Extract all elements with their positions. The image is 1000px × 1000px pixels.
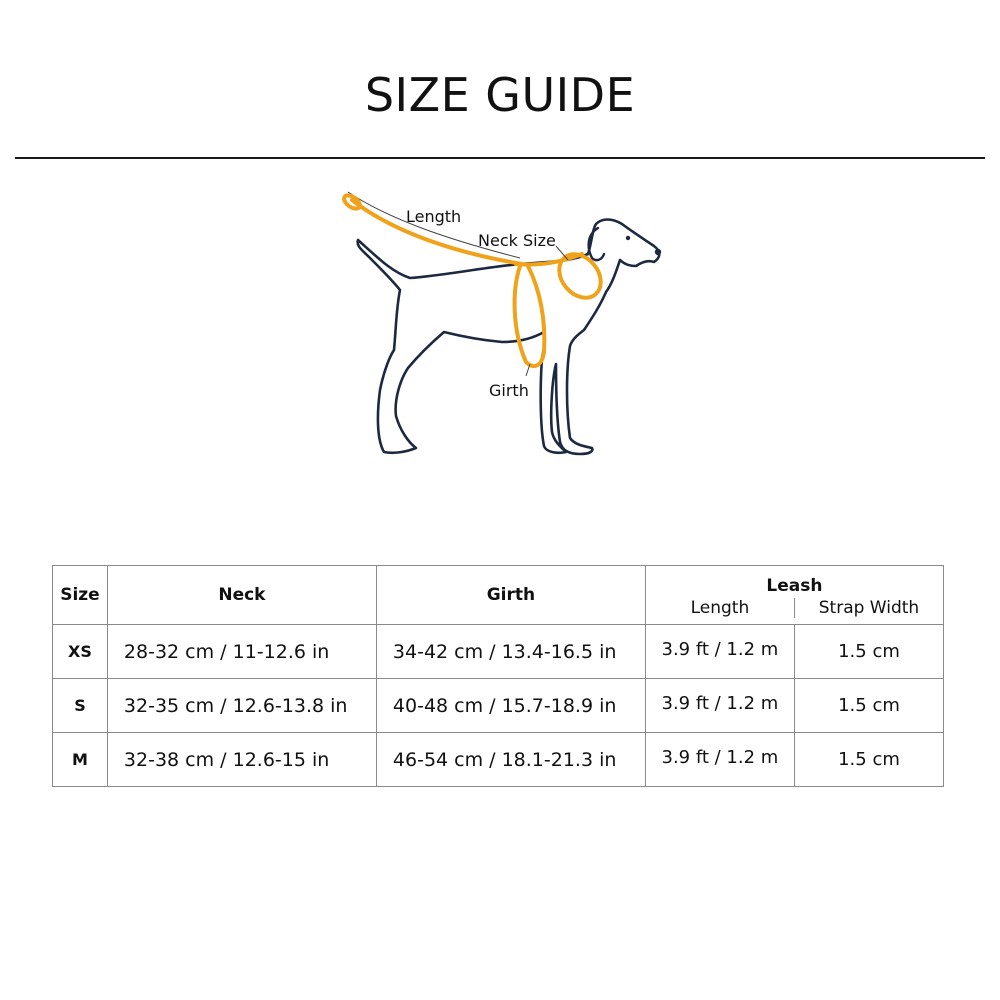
- header-girth: Girth: [376, 566, 645, 625]
- dog-measurement-diagram: [330, 180, 670, 470]
- header-leash-length: Length: [646, 598, 795, 618]
- cell-leash: [645, 625, 943, 679]
- table-row: [53, 733, 944, 787]
- header-leash: [645, 566, 943, 625]
- cell-neck: 32-35 cm / 12.6-13.8 in: [107, 679, 376, 733]
- cell-girth: 46-54 cm / 18.1-21.3 in: [376, 733, 645, 787]
- cell-leash-strap: 1.5 cm: [838, 641, 900, 662]
- cell-leash-length: 3.9 ft / 1.2 m: [646, 679, 795, 732]
- header-neck: Neck: [107, 566, 376, 625]
- girth-loop: [515, 266, 545, 366]
- header-size: Size: [53, 566, 108, 625]
- cell-leash: [645, 679, 943, 733]
- cell-girth: 34-42 cm / 13.4-16.5 in: [376, 625, 645, 679]
- cell-leash-length: 3.9 ft / 1.2 m: [646, 733, 795, 786]
- table-header-row: [53, 566, 944, 625]
- length-label: Length: [406, 207, 462, 226]
- page-title: SIZE GUIDE: [364, 68, 636, 122]
- cell-size: S: [53, 679, 108, 733]
- header-leash-strap-width: Strap Width: [818, 598, 920, 618]
- cell-leash-length: 3.9 ft / 1.2 m: [646, 625, 795, 678]
- cell-neck: 28-32 cm / 11-12.6 in: [107, 625, 376, 679]
- cell-leash-strap: 1.5 cm: [838, 695, 900, 716]
- neck-loop: [551, 246, 609, 306]
- neck-size-label: Neck Size: [478, 231, 556, 250]
- title-divider: [15, 157, 985, 159]
- size-table: [52, 565, 944, 787]
- dog-nose: [655, 249, 661, 255]
- cell-neck: 32-38 cm / 12.6-15 in: [107, 733, 376, 787]
- table-row: [53, 679, 944, 733]
- cell-size: M: [53, 733, 108, 787]
- girth-label: Girth: [489, 381, 529, 400]
- cell-girth: 40-48 cm / 15.7-18.9 in: [376, 679, 645, 733]
- cell-leash-strap: 1.5 cm: [838, 749, 900, 770]
- cell-leash: [645, 733, 943, 787]
- dog-eye: [626, 236, 630, 240]
- dog-illustration: [330, 180, 670, 470]
- table-row: [53, 625, 944, 679]
- cell-size: XS: [53, 625, 108, 679]
- header-leash-title: Leash: [766, 576, 823, 596]
